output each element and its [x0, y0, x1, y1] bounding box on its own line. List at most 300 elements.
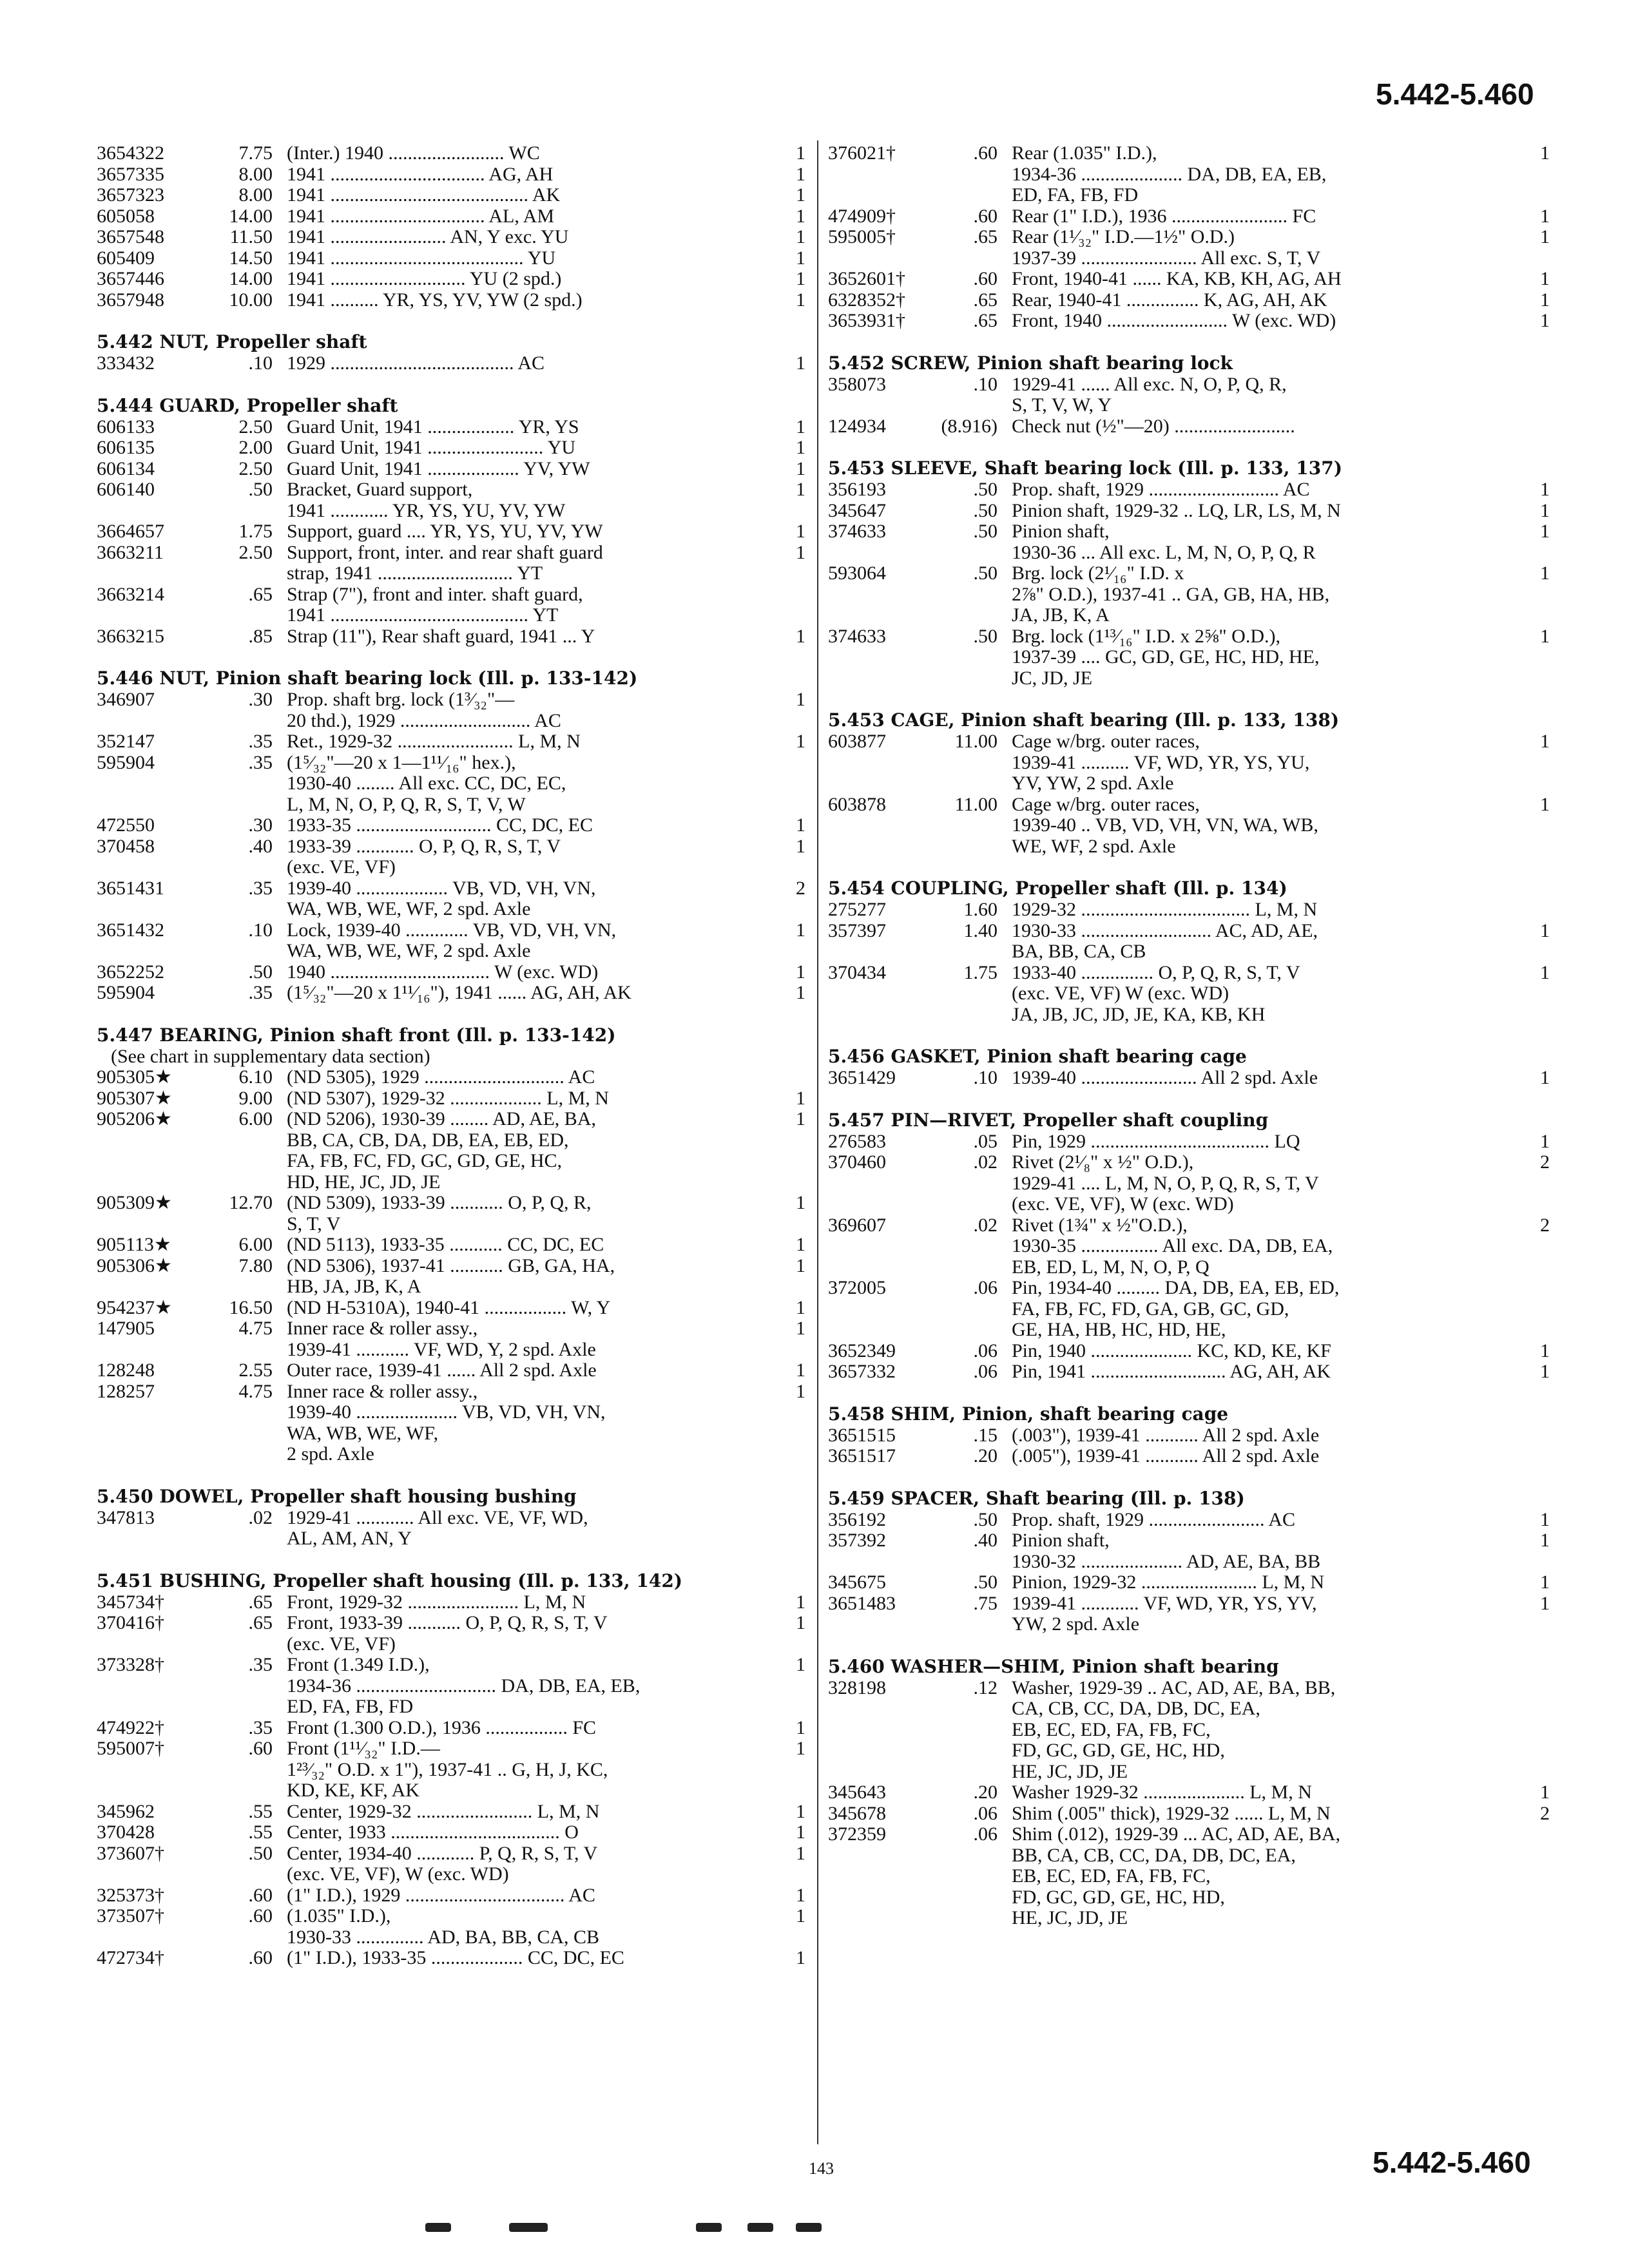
- part-row: [97, 1948, 805, 1969]
- part-price: .50: [248, 479, 273, 500]
- part-row: [828, 290, 1550, 311]
- part-row: [97, 1613, 805, 1655]
- part-price: .50: [973, 562, 998, 584]
- part-price: .65: [248, 1612, 273, 1633]
- part-description: (ND 5306), 1937-41 ........... GB, GA, HA, HB, JA, JB, K, A: [287, 1254, 615, 1297]
- part-quantity: 1: [1540, 1130, 1550, 1152]
- part-quantity: 1: [796, 521, 805, 542]
- part-number: 474922†: [97, 1716, 164, 1738]
- catalog-section: [97, 395, 805, 648]
- part-price: .06: [973, 1277, 998, 1298]
- part-quantity: 1: [1540, 521, 1550, 542]
- part-number: 603878: [828, 793, 886, 815]
- part-price: 2.50: [238, 541, 273, 563]
- part-price: .35: [248, 751, 273, 773]
- part-quantity: 1: [796, 1884, 805, 1906]
- part-row: [97, 1318, 805, 1360]
- part-description: 1941 ................................ AG, AH: [287, 163, 554, 185]
- part-quantity: 1: [796, 416, 805, 437]
- part-number: 345678: [828, 1802, 886, 1824]
- part-price: 14.50: [229, 247, 273, 269]
- part-row: [97, 1109, 805, 1193]
- part-quantity: 1: [796, 1905, 805, 1927]
- part-price: 1.75: [238, 521, 273, 542]
- part-quantity: 1: [1540, 226, 1550, 247]
- part-description: Guard Unit, 1941 ................... YV, YW: [287, 457, 590, 479]
- part-quantity: 1: [1540, 1592, 1550, 1614]
- part-price: 9.00: [238, 1087, 273, 1109]
- part-price: .35: [248, 731, 273, 752]
- part-number: 595904: [97, 982, 155, 1003]
- part-description: 1939-40 ........................ All 2 spd. Axle: [1012, 1067, 1318, 1088]
- part-description: Prop. shaft brg. lock (1³⁄₃₂"— 20 thd.), 1929 ........................... AC: [287, 689, 561, 731]
- part-number: 358073: [828, 373, 886, 395]
- catalog-section: [828, 457, 1550, 689]
- part-description: (ND 5113), 1933-35 ........... CC, DC, EC: [287, 1234, 604, 1255]
- page-range-footer: 5.442-5.460: [1373, 2146, 1531, 2179]
- part-price: 8.00: [238, 184, 273, 206]
- left-column: [97, 143, 805, 1969]
- part-row: [828, 563, 1550, 626]
- part-quantity: 1: [796, 268, 805, 289]
- part-price: .35: [248, 1716, 273, 1738]
- part-number: 345962: [97, 1800, 155, 1822]
- part-number: 147905: [97, 1318, 155, 1339]
- part-number: 3652349: [828, 1340, 896, 1361]
- part-price: .02: [973, 1151, 998, 1173]
- part-number: 276583: [828, 1130, 886, 1152]
- part-quantity: 1: [1540, 1340, 1550, 1361]
- part-description: Front, 1940-41 ...... KA, KB, KH, AG, AH: [1012, 268, 1342, 289]
- part-number: 357392: [828, 1530, 886, 1551]
- part-row: [828, 1152, 1550, 1215]
- part-description: Front, 1929-32 ....................... L, M, N: [287, 1591, 586, 1613]
- part-number: 603877: [828, 731, 886, 752]
- part-number: 905206★: [97, 1108, 172, 1129]
- part-description: (1⁵⁄₃₂"—20 x 1—1¹¹⁄₁₆" hex.), 1930-40 ........ All exc. CC, DC, EC, L, M, N, O, P, Q, R, S, T, V, W: [287, 751, 566, 815]
- part-row: [828, 731, 1550, 794]
- part-description: Pinion shaft, 1930-36 ... All exc. L, M, N, O, P, Q, R: [1012, 521, 1316, 563]
- part-description: Center, 1934-40 ............ P, Q, R, S, T, V (exc. VE, VF), W (exc. WD): [287, 1842, 598, 1885]
- part-number: 6328352†: [828, 289, 905, 311]
- part-number: 3652601†: [828, 268, 905, 289]
- part-price: .60: [973, 205, 998, 227]
- part-description: 1941 ........................................ YU: [287, 247, 556, 269]
- part-row: [828, 1068, 1550, 1089]
- part-row: [97, 753, 805, 816]
- part-description: Lock, 1939-40 ............. VB, VD, VH, VN, WA, WB, WE, WF, 2 spd. Axle: [287, 919, 617, 961]
- part-quantity: 1: [796, 731, 805, 752]
- part-quantity: 1: [796, 541, 805, 563]
- part-number: 3657332: [828, 1361, 896, 1382]
- part-number: 374633: [828, 625, 886, 647]
- part-row: [97, 143, 805, 164]
- part-row: [97, 164, 805, 186]
- part-number: 606140: [97, 479, 155, 500]
- part-description: Prop. shaft, 1929 ........................ AC: [1012, 1508, 1296, 1530]
- part-price: .50: [973, 499, 998, 521]
- section-title: 5.460 WASHER—SHIM, Pinion shaft bearing: [828, 1655, 1279, 1677]
- part-quantity: 1: [1540, 1067, 1550, 1088]
- part-row: [828, 1678, 1550, 1783]
- part-row: [828, 626, 1550, 689]
- part-row: [828, 1425, 1550, 1446]
- part-description: Prop. shaft, 1929 ........................... AC: [1012, 479, 1310, 500]
- part-description: Bracket, Guard support, 1941 ............ YR, YS, YU, YV, YW: [287, 479, 566, 521]
- part-description: Rear, 1940-41 ............... K, AG, AH, AK: [1012, 289, 1327, 311]
- part-description: 1930-33 ........................... AC, AD, AE, BA, BB, CA, CB: [1012, 919, 1318, 962]
- part-row: [828, 206, 1550, 227]
- part-quantity: 2: [1540, 1151, 1550, 1173]
- part-quantity: 1: [796, 814, 805, 836]
- part-number: 606135: [97, 437, 155, 458]
- part-row: [828, 1782, 1550, 1803]
- part-row: [828, 1593, 1550, 1635]
- part-row: [97, 459, 805, 480]
- part-price: .35: [248, 982, 273, 1003]
- part-description: Center, 1933 ................................... O: [287, 1821, 579, 1843]
- part-description: (ND 5305), 1929 ............................. AC: [287, 1066, 595, 1088]
- part-quantity: 1: [796, 1947, 805, 1968]
- section-title: 5.454 COUPLING, Propeller shaft (Ill. p. 134): [828, 878, 1287, 899]
- part-row: [97, 521, 805, 543]
- section-title: 5.442 NUT, Propeller shaft: [97, 331, 367, 352]
- part-price: .60: [248, 1738, 273, 1759]
- part-number: 325373†: [97, 1884, 164, 1906]
- part-quantity: 1: [1540, 499, 1550, 521]
- part-quantity: 1: [1540, 1508, 1550, 1530]
- part-number: 595904: [97, 751, 155, 773]
- part-number: 3657335: [97, 163, 164, 185]
- part-price: 6.00: [238, 1234, 273, 1255]
- part-row: [828, 921, 1550, 963]
- column-divider: [817, 140, 818, 2144]
- part-quantity: 1: [796, 479, 805, 500]
- part-description: 1929-32 ................................... L, M, N: [1012, 899, 1318, 920]
- part-number: 370460: [828, 1151, 886, 1173]
- part-price: 2.50: [238, 416, 273, 437]
- part-number: 3657948: [97, 289, 164, 311]
- section-title: 5.451 BUSHING, Propeller shaft housing (Ill. p. 133, 142): [97, 1570, 683, 1591]
- part-price: 7.80: [238, 1254, 273, 1276]
- part-description: Cage w/brg. outer races, 1939-41 .......... VF, WD, YR, YS, YU, YV, YW, 2 spd. Axle: [1012, 731, 1310, 794]
- catalog-section: [97, 331, 805, 374]
- part-description: Pinion shaft, 1929-32 .. LQ, LR, LS, M, N: [1012, 499, 1341, 521]
- part-price: (8.916): [941, 415, 998, 437]
- catalog-section: [97, 1570, 805, 1969]
- part-price: .35: [248, 1654, 273, 1675]
- part-description: (1" I.D.), 1929 ................................. AC: [287, 1884, 595, 1906]
- part-number: 3651483: [828, 1592, 896, 1614]
- part-number: 606134: [97, 457, 155, 479]
- part-row: [828, 1530, 1550, 1572]
- part-number: 905307★: [97, 1087, 172, 1109]
- part-price: .50: [248, 1842, 273, 1864]
- part-number: 356192: [828, 1508, 886, 1530]
- part-quantity: 1: [796, 1800, 805, 1822]
- part-row: [828, 1510, 1550, 1531]
- part-row: [828, 1361, 1550, 1383]
- part-row: [828, 899, 1550, 921]
- section-title: 5.444 GUARD, Propeller shaft: [97, 394, 398, 416]
- part-row: [97, 1381, 805, 1465]
- part-quantity: 1: [796, 1192, 805, 1213]
- part-number: 373507†: [97, 1905, 164, 1927]
- part-row: [97, 1843, 805, 1885]
- part-row: [828, 521, 1550, 563]
- part-description: 1941 .......... YR, YS, YV, YW (2 spd.): [287, 289, 583, 311]
- catalog-section: [828, 143, 1550, 332]
- part-number: 3654322: [97, 142, 164, 164]
- part-row: [97, 269, 805, 290]
- part-number: 370434: [828, 961, 886, 983]
- part-row: [97, 584, 805, 626]
- part-description: Guard Unit, 1941 .................. YR, YS: [287, 416, 579, 437]
- section-title: 5.447 BEARING, Pinion shaft front (Ill. p. 133-142): [97, 1024, 616, 1046]
- part-row: [97, 815, 805, 836]
- part-number: 3651517: [828, 1445, 896, 1466]
- scan-mark: [425, 2223, 451, 2232]
- part-price: .50: [973, 479, 998, 500]
- section-title: 5.459 SPACER, Shaft bearing (Ill. p. 138): [828, 1487, 1245, 1509]
- part-row: [97, 1088, 805, 1110]
- part-price: 14.00: [229, 205, 273, 227]
- part-price: .50: [973, 1571, 998, 1593]
- right-column: [828, 143, 1550, 1929]
- part-quantity: 1: [796, 1296, 805, 1318]
- part-price: .10: [973, 373, 998, 395]
- part-number: 905305★: [97, 1066, 172, 1088]
- part-row: [97, 185, 805, 206]
- catalog-section: [828, 709, 1550, 857]
- part-price: .60: [248, 1884, 273, 1906]
- part-price: .50: [248, 961, 273, 983]
- part-row: [97, 1655, 805, 1718]
- part-number: 905309★: [97, 1192, 172, 1213]
- part-quantity: 1: [796, 689, 805, 710]
- part-number: 352147: [97, 731, 155, 752]
- part-number: 346907: [97, 689, 155, 710]
- part-number: 373328†: [97, 1654, 164, 1675]
- part-description: Pinion shaft, 1930-32 ..................... AD, AE, BA, BB: [1012, 1530, 1321, 1572]
- part-row: [97, 437, 805, 459]
- part-description: Inner race & roller assy., 1939-40 ..................... VB, VD, VH, VN, WA, WB, WE, WF, 2 spd. Axle: [287, 1380, 606, 1465]
- part-number: 124934: [828, 415, 886, 437]
- part-row: [97, 920, 805, 962]
- part-description: (1" I.D.), 1933-35 ................... CC, DC, EC: [287, 1947, 624, 1968]
- part-description: Rear (1.035" I.D.), 1934-36 ..................... DA, DB, EA, EB, ED, FA, FB, FD: [1012, 142, 1327, 206]
- part-price: .06: [973, 1823, 998, 1845]
- part-price: .55: [248, 1800, 273, 1822]
- part-price: 2.55: [238, 1360, 273, 1381]
- scan-mark: [747, 2223, 773, 2232]
- part-row: [828, 1215, 1550, 1278]
- part-price: .10: [248, 919, 273, 941]
- part-description: Support, guard .... YR, YS, YU, YV, YW: [287, 521, 603, 542]
- part-quantity: 1: [1540, 625, 1550, 647]
- part-number: 345647: [828, 499, 886, 521]
- part-row: [97, 962, 805, 983]
- part-price: 8.00: [238, 163, 273, 185]
- part-number: 472550: [97, 814, 155, 836]
- catalog-section: [828, 1656, 1550, 1929]
- scan-mark: [796, 2223, 822, 2232]
- part-description: 1941 ......................................... AK: [287, 184, 561, 206]
- part-price: 11.00: [954, 793, 998, 815]
- part-quantity: 2: [796, 877, 805, 899]
- part-price: 7.75: [238, 142, 273, 164]
- part-row: [97, 626, 805, 648]
- part-quantity: 1: [796, 835, 805, 857]
- part-number: 370428: [97, 1821, 155, 1843]
- part-row: [97, 1906, 805, 1948]
- part-description: Rivet (1¾" x ½"O.D.), 1930-35 ................ All exc. DA, DB, EA, EB, ED, L, M, N, O, P, Q: [1012, 1214, 1333, 1278]
- part-row: [97, 1508, 805, 1550]
- part-description: 1933-40 ............... O, P, Q, R, S, T, V (exc. VE, VF) W (exc. WD) JA, JB, JC, JD, JE, KA, KB, KH: [1012, 961, 1300, 1025]
- section-note: (See chart in supplementary data section): [111, 1045, 430, 1067]
- part-price: .05: [973, 1130, 998, 1152]
- part-description: Pin, 1940 ..................... KC, KD, KE, KF: [1012, 1340, 1331, 1361]
- part-number: 372005: [828, 1277, 886, 1298]
- part-quantity: 1: [796, 961, 805, 983]
- part-price: .40: [973, 1530, 998, 1551]
- part-row: [97, 1802, 805, 1823]
- catalog-section: [828, 1488, 1550, 1635]
- part-row: [97, 248, 805, 269]
- part-row: [97, 1298, 805, 1319]
- part-description: Cage w/brg. outer races, 1939-40 .. VB, VD, VH, VN, WA, WB, WE, WF, 2 spd. Axle: [1012, 793, 1318, 857]
- part-quantity: 1: [1540, 793, 1550, 815]
- part-row: [97, 878, 805, 920]
- part-description: 1929-41 ...... All exc. N, O, P, Q, R, S, T, V, W, Y: [1012, 373, 1287, 416]
- part-price: 12.70: [229, 1192, 273, 1213]
- part-row: [97, 983, 805, 1004]
- part-row: [828, 479, 1550, 501]
- part-price: .50: [973, 1508, 998, 1530]
- part-price: .10: [248, 352, 273, 374]
- part-number: 345675: [828, 1571, 886, 1593]
- part-row: [97, 1256, 805, 1298]
- part-description: Brg. lock (2¹⁄₁₆" I.D. x 2⅞" O.D.), 1937-41 .. GA, GB, HA, HB, JA, JB, K, A: [1012, 562, 1330, 626]
- part-price: .15: [973, 1424, 998, 1446]
- part-number: 3652252: [97, 961, 164, 983]
- part-description: Washer 1929-32 ..................... L, M, N: [1012, 1782, 1312, 1803]
- part-quantity: 1: [1540, 268, 1550, 289]
- part-number: 357397: [828, 919, 886, 941]
- part-description: 1940 ................................. W (exc. WD): [287, 961, 599, 983]
- part-price: .30: [248, 689, 273, 710]
- part-quantity: 1: [796, 352, 805, 374]
- part-quantity: 1: [796, 1842, 805, 1864]
- section-title: 5.452 SCREW, Pinion shaft bearing lock: [828, 352, 1233, 374]
- part-quantity: 1: [1540, 1361, 1550, 1382]
- part-number: 905306★: [97, 1254, 172, 1276]
- catalog-section: [828, 1110, 1550, 1383]
- part-quantity: 1: [796, 289, 805, 311]
- part-quantity: 1: [1540, 1571, 1550, 1593]
- part-number: 356193: [828, 479, 886, 500]
- part-quantity: 1: [796, 919, 805, 941]
- part-row: [828, 963, 1550, 1026]
- part-description: Pinion, 1929-32 ........................ L, M, N: [1012, 1571, 1325, 1593]
- part-number: 372359: [828, 1823, 886, 1845]
- part-row: [97, 353, 805, 374]
- part-description: 1941 ........................ AN, Y exc. YU: [287, 226, 569, 247]
- part-number: 3657446: [97, 268, 164, 289]
- part-number: 605409: [97, 247, 155, 269]
- part-description: Center, 1929-32 ........................ L, M, N: [287, 1800, 600, 1822]
- part-price: .65: [248, 1591, 273, 1613]
- part-quantity: 1: [796, 142, 805, 164]
- part-number: 347813: [97, 1506, 155, 1528]
- part-price: 2.50: [238, 457, 273, 479]
- part-price: .60: [248, 1905, 273, 1927]
- part-description: Pin, 1941 ............................ AG, AH, AK: [1012, 1361, 1331, 1382]
- part-row: [97, 1738, 805, 1802]
- scan-mark: [696, 2223, 722, 2232]
- part-number: 128248: [97, 1360, 155, 1381]
- part-price: .65: [973, 310, 998, 331]
- part-price: 1.60: [963, 899, 998, 920]
- part-description: (1.035" I.D.), 1930-33 .............. AD, BA, BB, CA, CB: [287, 1905, 600, 1948]
- part-number: 328198: [828, 1677, 886, 1698]
- part-row: [97, 206, 805, 227]
- part-quantity: 1: [796, 1821, 805, 1843]
- part-description: (.003"), 1939-41 ........... All 2 spd. Axle: [1012, 1424, 1320, 1446]
- catalog-section: [97, 143, 805, 311]
- part-price: 1.40: [963, 919, 998, 941]
- part-price: .65: [973, 289, 998, 311]
- section-title: 5.446 NUT, Pinion shaft bearing lock (Ill. p. 133-142): [97, 668, 638, 689]
- catalog-section: [828, 878, 1550, 1025]
- section-title: 5.457 PIN—RIVET, Propeller shaft coupling: [828, 1109, 1269, 1131]
- part-description: (.005"), 1939-41 ........... All 2 spd. Axle: [1012, 1445, 1320, 1466]
- part-price: .50: [973, 625, 998, 647]
- part-quantity: 1: [796, 1108, 805, 1129]
- part-number: 370416†: [97, 1612, 164, 1633]
- part-number: 474909†: [828, 205, 896, 227]
- part-quantity: 1: [796, 1234, 805, 1255]
- part-quantity: 1: [1540, 919, 1550, 941]
- part-description: Strap (7"), front and inter. shaft guard, 1941 ......................................... YT: [287, 583, 583, 626]
- catalog-section: [97, 668, 805, 1004]
- part-description: Guard Unit, 1941 ........................ YU: [287, 437, 576, 458]
- part-description: Shim (.012), 1929-39 ... AC, AD, AE, BA, BB, CA, CB, CC, DA, DB, DC, EA, EB, EC, ED, FA, FB, FC, FD, GC, GD, GE, HC, HD, HE, JC, JD, JE: [1012, 1823, 1341, 1928]
- part-description: Strap (11"), Rear shaft guard, 1941 ... Y: [287, 625, 595, 647]
- part-number: 605058: [97, 205, 155, 227]
- part-number: 3663214: [97, 583, 164, 605]
- part-row: [97, 689, 805, 731]
- part-quantity: 1: [796, 982, 805, 1003]
- section-title: 5.458 SHIM, Pinion, shaft bearing cage: [828, 1403, 1229, 1425]
- part-price: .06: [973, 1361, 998, 1382]
- part-number: 606133: [97, 416, 155, 437]
- part-quantity: 1: [796, 1654, 805, 1675]
- part-row: [828, 374, 1550, 416]
- part-quantity: 1: [796, 1612, 805, 1633]
- part-row: [97, 1885, 805, 1907]
- part-price: 14.00: [229, 268, 273, 289]
- part-number: 3657323: [97, 184, 164, 206]
- part-quantity: 1: [796, 1716, 805, 1738]
- part-quantity: 1: [796, 1318, 805, 1339]
- part-row: [828, 1446, 1550, 1467]
- part-price: 6.10: [238, 1066, 273, 1088]
- part-row: [97, 227, 805, 248]
- part-price: 1.75: [963, 961, 998, 983]
- part-number: 369607: [828, 1214, 886, 1236]
- part-number: 3657548: [97, 226, 164, 247]
